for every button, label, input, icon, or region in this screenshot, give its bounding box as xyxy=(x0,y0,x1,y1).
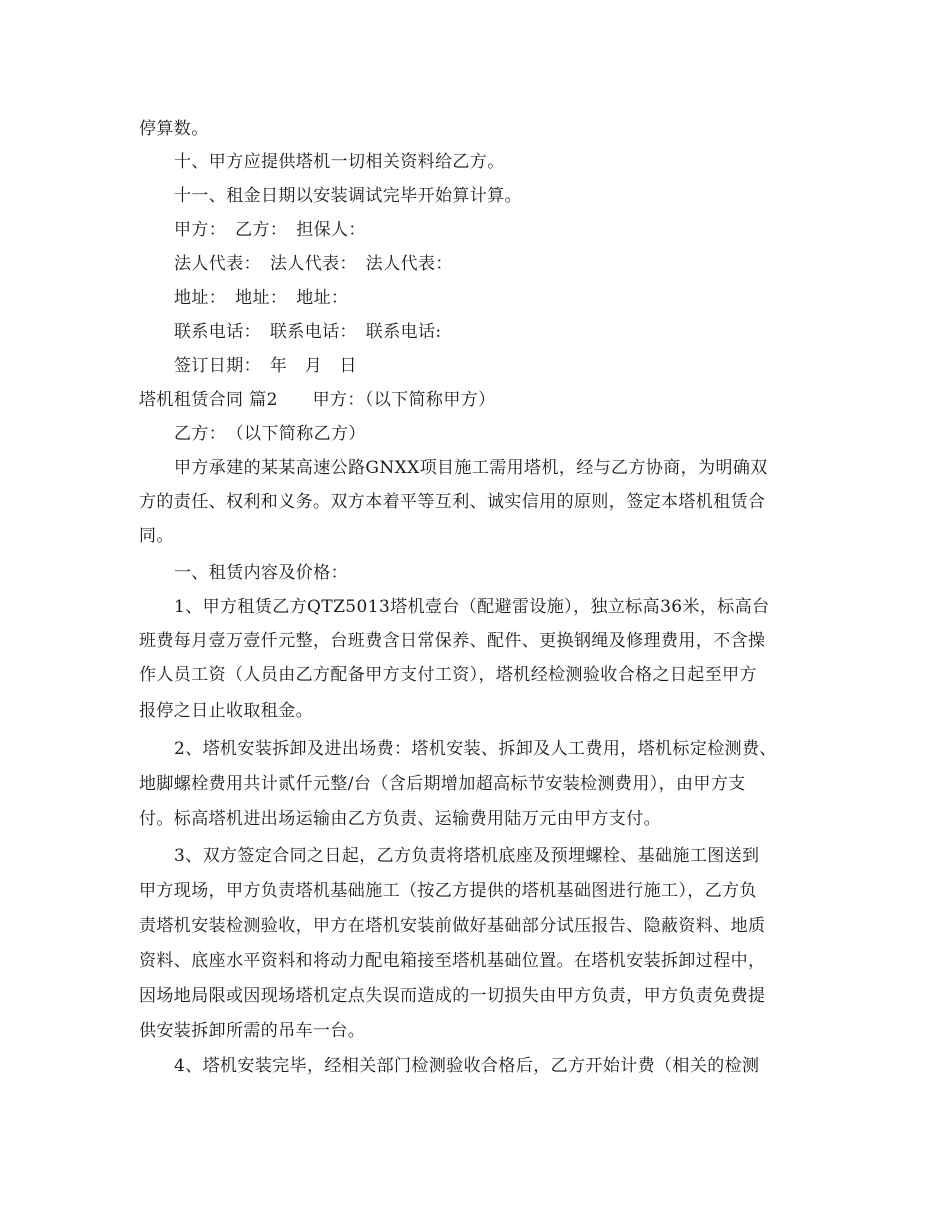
section-heading: 一、租赁内容及价格： xyxy=(174,563,348,583)
text-line: 同。 xyxy=(139,526,174,546)
text-line: 责塔机安装检测验收，甲方在塔机安装前做好基础部分试压报告、隐蔽资料、地质 xyxy=(139,916,766,936)
text-line: 3、双方签定合同之日起，乙方负责将塔机底座及预埋螺栓、基础施工图送到 xyxy=(174,846,760,866)
text-line: 报停之日止收取租金。 xyxy=(139,701,313,721)
phone-line: 联系电话： 联系电话： 联系电话: xyxy=(174,322,442,342)
address-line: 地址： 地址： 地址： xyxy=(174,288,349,308)
text-line: 十一、租金日期以安装调试完毕开始算计算。 xyxy=(174,186,522,206)
text-line: 十、甲方应提供塔机一切相关资料给乙方。 xyxy=(174,152,505,172)
text-line: 供安装拆卸所需的吊车一台。 xyxy=(139,1021,366,1041)
text-line: 甲方承建的某某高速公路GNXX项目施工需用塔机，经与乙方协商，为明确双 xyxy=(174,458,768,478)
text-line: 因场地局限或因现场塔机定点失误而造成的一切损失由甲方负责，甲方负责免费提 xyxy=(139,986,766,1006)
text-line: 停算数。 xyxy=(139,119,209,139)
text-line: 作人员工资（人员由乙方配备甲方支付工资），塔机经检测验收合格之日起至甲方 xyxy=(139,665,757,685)
text-line: 班费每月壹万壹仟元整，台班费含日常保养、配件、更换钢绳及修理费用，不含操 xyxy=(139,631,766,651)
legal-rep-line: 法人代表： 法人代表： 法人代表： xyxy=(174,254,453,274)
party-b-line: 乙方： （以下简称乙方） xyxy=(174,424,366,444)
sign-date-line: 签订日期： 年 月 日 xyxy=(174,356,357,376)
text-line: 4、塔机安装完毕，经相关部门检测验收合格后，乙方开始计费（相关的检测 xyxy=(174,1056,760,1076)
text-line: 1、甲方租赁乙方QTZ5013塔机壹台（配避雷设施），独立标高36米，标高台 xyxy=(174,597,770,617)
text-line: 地脚螺栓费用共计贰仟元整/台（含后期增加超高标节安装检测费用），由甲方支 xyxy=(139,774,746,794)
text-line: 资料、底座水平资料和将动力配电箱接至塔机基础位置。在塔机安装拆卸过程中， xyxy=(139,951,766,971)
signature-parties-line: 甲方： 乙方： 担保人： xyxy=(174,220,366,240)
text-line: 甲方现场，甲方负责塔机基础施工（按乙方提供的塔机基础图进行施工），乙方负 xyxy=(139,881,757,901)
text-line: 付。标高塔机进出场运输由乙方负责、运输费用陆万元由甲方支付。 xyxy=(139,809,661,829)
text-line: 方的责任、权利和义务。双方本着平等互利、诚实信用的原则，签定本塔机租赁合 xyxy=(139,492,766,512)
contract-heading-line: 塔机租赁合同 篇2 甲方：（以下简称甲方） xyxy=(139,390,496,410)
text-line: 2、塔机安装拆卸及进出场费：塔机安装、拆卸及人工费用，塔机标定检测费、 xyxy=(174,739,777,759)
